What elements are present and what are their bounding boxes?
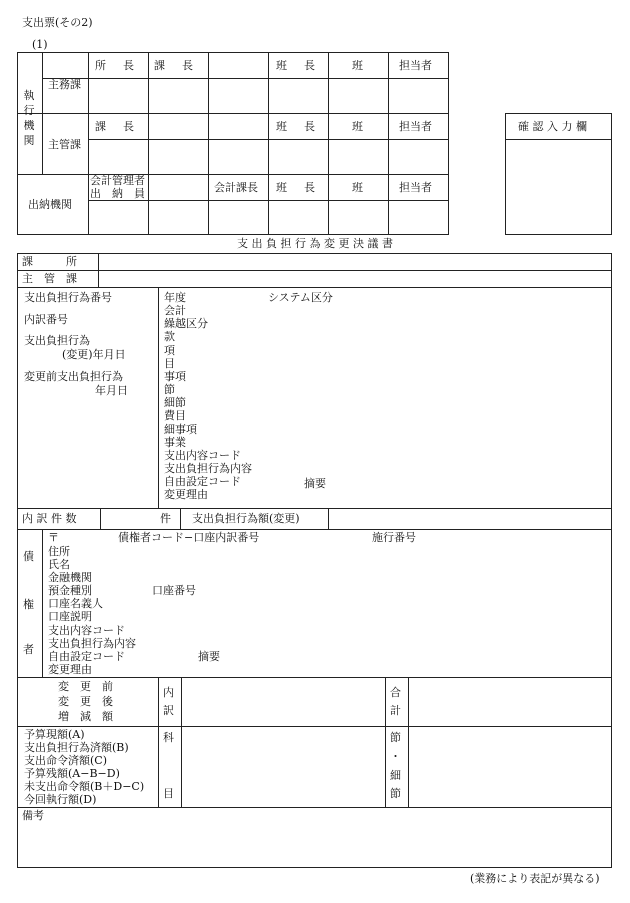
breakdown-count-label: 内 訳 件 数: [22, 512, 77, 525]
sai-label: 細: [390, 769, 401, 782]
ka-label: 科: [163, 731, 174, 744]
footnote: (業務により表記が異なる): [470, 872, 600, 885]
shukan-label: 主 管 課: [22, 272, 77, 285]
creditor-account-holder: 口座名義人: [48, 597, 103, 611]
role-tanto-2: 担当者: [399, 120, 432, 133]
main-mgmt-label: 主管課: [48, 138, 81, 151]
item-jigyou: 事業: [164, 435, 186, 449]
budget-this-time: 今回執行額(D): [24, 793, 97, 806]
confirm-input-label: 確 認 入 力 欄: [518, 120, 587, 133]
creditor-item-list: [48, 545, 198, 676]
setsu-label: 節: [390, 731, 401, 744]
role-tanto-3: 担当者: [399, 181, 432, 194]
label-prev-date: 年月日: [95, 384, 128, 397]
role-hancho: 班 長: [276, 59, 318, 72]
item-saisetsu: 細節: [164, 396, 186, 410]
creditor-bank: 金融機関: [48, 571, 92, 585]
label-burden-no: 支出負担行為番号: [24, 291, 112, 304]
section-number: (1): [32, 38, 48, 51]
item-change-reason: 変更理由: [164, 488, 208, 502]
role-kacho: 課 長: [154, 59, 196, 72]
item-burden-content: 支出負担行為内容: [164, 462, 252, 476]
setsu2-label: 節: [390, 787, 401, 800]
creditor-address: 住所: [48, 545, 70, 558]
creditor-name: 氏名: [48, 558, 70, 572]
label-change-date: (変更)年月日: [62, 348, 126, 361]
exec-org-label: 執行機関: [23, 89, 35, 147]
moku-label: 目: [163, 787, 174, 800]
creditor-code-label: 債権者コード−口座内訳番号: [118, 531, 260, 544]
kei-label: 計: [390, 704, 401, 717]
payment-org-label: 出納機関: [28, 198, 72, 211]
kasho-label: 課 所: [22, 255, 77, 268]
system-division-label: システム区分: [268, 291, 333, 304]
gou-label: 合: [390, 686, 401, 699]
change-amount-label: 支出負担行為額(変更): [192, 512, 300, 525]
remarks-label: 備考: [22, 809, 44, 822]
count-unit: 件: [160, 512, 171, 525]
item-kou: 項: [164, 343, 175, 357]
label-burden-act: 支出負担行為: [24, 334, 90, 347]
item-content-code: 支出内容コード: [164, 448, 241, 462]
item-himoku: 費目: [164, 409, 186, 423]
creditor-deposit-type: 預金種別: [48, 584, 92, 598]
role-tanto: 担当者: [399, 59, 432, 72]
creditor-summary-label: 摘要: [198, 650, 220, 663]
creditor-vertical-1: 債: [23, 550, 34, 563]
creditor-vertical-2: 権: [23, 598, 34, 611]
creditor-vertical-3: 者: [23, 643, 34, 656]
role-han-3: 班: [352, 181, 363, 194]
item-moku: 目: [164, 356, 175, 370]
amount-before-label: 変 更 前: [58, 680, 113, 693]
budget-order-done: 支出命令済額(C): [24, 754, 107, 767]
decision-title: 支 出 負 担 行 為 変 更 決 議 書: [237, 237, 393, 250]
uchi-label: 内: [163, 686, 174, 699]
item-jikou: 事項: [164, 369, 186, 383]
creditor-content-code: 支出内容コード: [48, 623, 125, 637]
budget-burden-done: 支出負担行為済額(B): [24, 741, 129, 754]
budget-current: 予算現額(A): [24, 728, 85, 741]
label-prev-burden-act: 変更前支出負担行為: [24, 370, 123, 383]
label-breakdown-no: 内訳番号: [24, 313, 68, 326]
role-accounting-chief: 会計課長: [214, 181, 258, 194]
role-kacho-2: 課 長: [95, 120, 137, 133]
item-free-code: 自由設定コード: [164, 475, 241, 489]
role-cashier: 出 納 員: [90, 187, 145, 200]
creditor-free-code: 自由設定コード: [48, 649, 125, 663]
item-kan: 款: [164, 330, 175, 344]
role-han: 班: [352, 59, 363, 72]
amount-diff-label: 増 減 額: [58, 710, 113, 723]
creditor-burden-content: 支出負担行為内容: [48, 636, 136, 650]
role-hancho-2: 班 長: [276, 120, 318, 133]
item-carryover: 繰越区分: [164, 317, 208, 331]
main-affairs-label: 主務課: [48, 78, 81, 91]
item-setsu: 節: [164, 383, 175, 397]
role-accounting-manager: 会計管理者: [90, 174, 145, 187]
role-shocho: 所 長: [95, 59, 137, 72]
budget-remaining: 予算残額(A−B−D): [24, 767, 120, 780]
item-fiscal-year: 年度: [164, 291, 186, 304]
item-list: [164, 291, 324, 502]
dot-label: ・: [390, 750, 401, 763]
exec-no-label: 施行番号: [372, 531, 416, 544]
item-account: 会計: [164, 304, 186, 318]
creditor-account-desc: 口座説明: [48, 610, 92, 624]
budget-list: [24, 728, 158, 806]
approval-table: [17, 52, 449, 235]
budget-unordered: 未支出命令額(B＋D−C): [24, 780, 145, 793]
account-no-label: 口座番号: [152, 584, 196, 597]
amount-after-label: 変 更 後: [58, 695, 113, 708]
role-hancho-3: 班 長: [276, 181, 318, 194]
role-han-2: 班: [352, 120, 363, 133]
wake-label: 訳: [163, 704, 174, 717]
summary-label: 摘要: [304, 477, 326, 490]
postal-mark: 〒: [48, 531, 59, 544]
item-saijikou: 細事項: [164, 422, 197, 436]
form-title: 支出票(その2): [22, 16, 93, 29]
creditor-change-reason: 変更理由: [48, 662, 92, 676]
